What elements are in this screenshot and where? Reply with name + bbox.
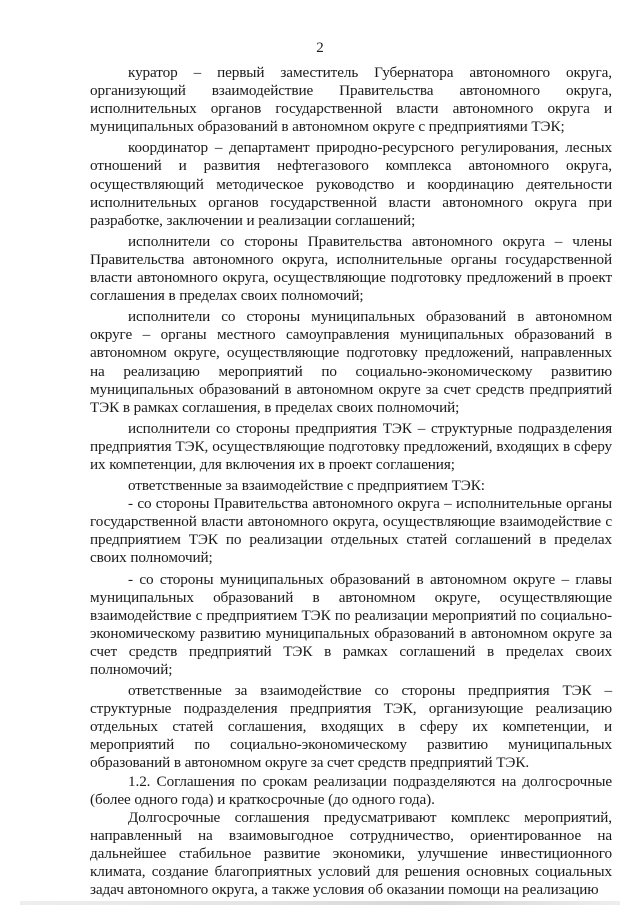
paragraph-responsible-municipal: - со стороны муниципальных образований в автономном округе – главы муниципальных образований в автономном округе, осуществляющие взаимодействие с предприятием ТЭК по реализации мероприятий по социально-экономическому развитию муниципальных образований в автономном округе за счет средств предприятий ТЭК в рамках соглашений в пределах своих полномочий; bbox=[90, 570, 612, 678]
scan-edge-shadow bbox=[20, 901, 620, 905]
paragraph-coordinator: координатор – департамент природно-ресурсного регулирования, лесных отношений и развития нефтегазового комплекса автономного округа, осуществляющий методическое руководство и координацию деятельности исполнительных органов государственной власти автономного округа при разработке, заключении и реализации соглашений; bbox=[90, 139, 612, 229]
paragraph-company-executors: исполнители со стороны предприятия ТЭК – структурные подразделения предприятия ТЭК, осуществляющие подготовку предложений, входящих в сферу их компетенции, для включения их в проект соглашения; bbox=[90, 419, 612, 473]
paragraph-government-executors: исполнители со стороны Правительства автономного округа – члены Правительства автономного округа, исполнительные органы государственной власти автономного округа, осуществляющие подготовку предложений в проект соглашения в пределах своих полномочий; bbox=[90, 232, 612, 305]
paragraph-responsible-government: - со стороны Правительства автономного округа – исполнительные органы государственной власти автономного округа, осуществляющие взаимодействие с предприятием ТЭК по реализации отдельных статей соглашений в пределах своих полномочий; bbox=[90, 495, 612, 567]
paragraph-section-1-2: 1.2. Соглашения по срокам реализации подразделяются на долгосрочные (более одного года) и краткосрочные (до одного года). bbox=[90, 772, 612, 808]
paragraph-responsible-heading: ответственные за взаимодействие с предприятием ТЭК: bbox=[128, 477, 485, 495]
paragraph-long-term-agreements: Долгосрочные соглашения предусматривают комплекс мероприятий, направленный на взаимовыгодное сотрудничество, ориентированное на дальнейшее стабильное развитие экономики, улучшение инвестиционного климата, создание благоприятных условий для решения основных социальных задач автономного округа, а также условия об оказании помощи на реализацию bbox=[90, 808, 612, 899]
paragraph-responsible-company: ответственные за взаимодействие со стороны предприятия ТЭК – структурные подразделения предприятия ТЭК, организующие реализацию отдельных статей соглашения, входящих в сферу их компетенции, и мероприятий по социально-экономическому развитию муниципальных образований в автономном округе за счет средств предприятий ТЭК. bbox=[90, 682, 612, 772]
paragraph-curator: куратор – первый заместитель Губернатора автономного округа, организующий взаимодействие Правительства автономного округа, исполнительных органов государственной власти автономного округа и муниципальных образований в автономном округе с предприятиями ТЭК; bbox=[90, 64, 612, 136]
page-number: 2 bbox=[316, 40, 324, 56]
document-body bbox=[90, 64, 612, 899]
paragraph-municipal-executors: исполнители со стороны муниципальных образований в автономном округе – органы местного самоуправления муниципальных образований в автономном округе, осуществляющие подготовку предложений, направленных на реализацию мероприятий по социально-экономическому развитию муниципальных образований в автономном округе за счет средств предприятий ТЭК в рамках соглашения, в пределах своих полномочий; bbox=[90, 308, 612, 416]
